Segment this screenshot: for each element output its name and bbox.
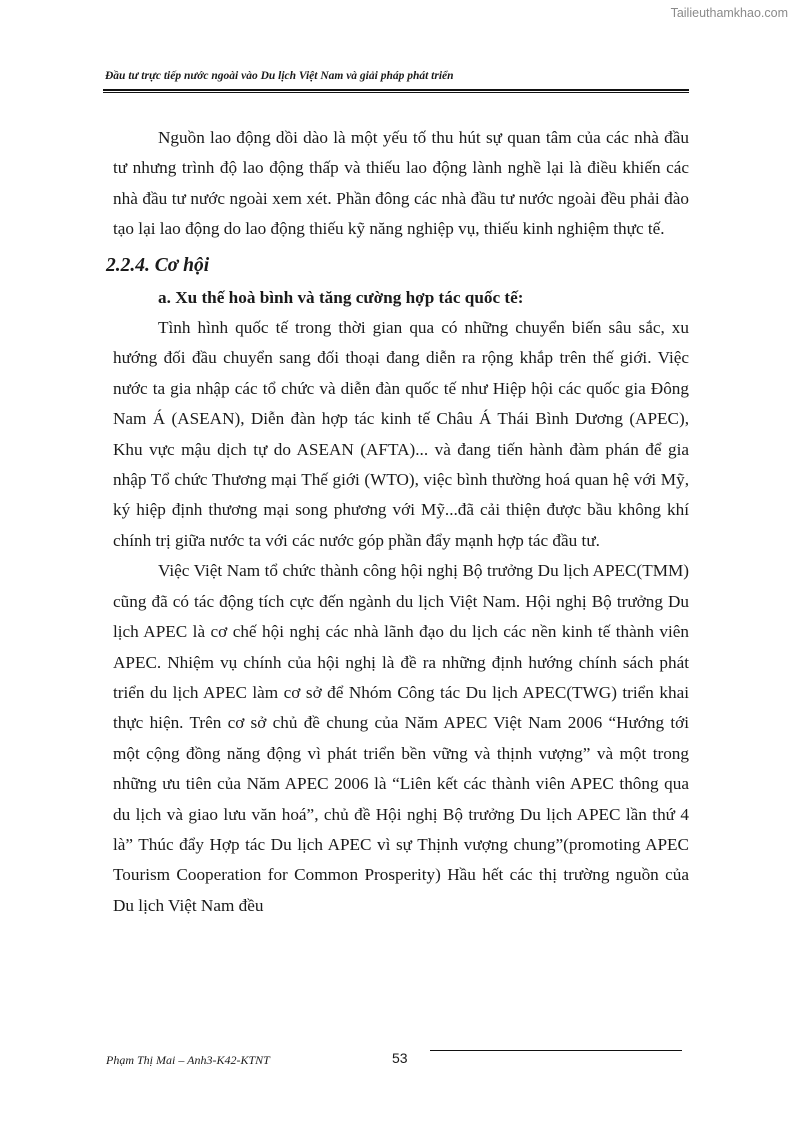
page-number: 53 bbox=[392, 1050, 408, 1066]
footer-rule bbox=[430, 1050, 682, 1051]
running-header: Đầu tư trực tiếp nước ngoài vào Du lịch Việt Nam và giải pháp phát triển bbox=[105, 70, 454, 82]
page-body bbox=[106, 123, 689, 921]
header-rule bbox=[103, 89, 689, 91]
section-heading: 2.2.4. Cơ hội bbox=[106, 254, 210, 276]
paragraph-international-context: Tình hình quốc tế trong thời gian qua có những chuyển biến sâu sắc, xu hướng đối đầu chuyển sang đối thoại đang diễn ra rộng khắp trên thế giới. Việc nước ta gia nhập các tổ chức và diễn đàn quốc tế như Hiệp hội các quốc gia Đông Nam Á (ASEAN), Diễn đàn hợp tác kinh tế Châu Á Thái Bình Dương (APEC), Khu vực mậu dịch tự do ASEAN (AFTA)... và đang tiến hành đàm phán để gia nhập Tổ chức Thương mại Thế giới (WTO), việc bình thường hoá quan hệ với Mỹ, ký hiệp định thương mại song phương với Mỹ...đã cải thiện được bầu không khí chính trị giữa nước ta với các nước góp phần đẩy mạnh hợp tác đầu tư. bbox=[113, 318, 689, 550]
subsection-heading: a. Xu thế hoà bình và tăng cường hợp tác quốc tế: bbox=[158, 287, 524, 307]
footer-author: Phạm Thị Mai – Anh3-K42-KTNT bbox=[106, 1053, 270, 1067]
paragraph-labor: Nguồn lao động dồi dào là một yếu tố thu hút sự quan tâm của các nhà đầu tư nhưng trình độ lao động thấp và thiếu lao động lành nghề lại là điều khiến các nhà đầu tư nước ngoài xem xét. Phần đông các nhà đầu tư nước ngoài đều phải đào tạo lại lao động do lao động thiếu kỹ năng nghiệp vụ, thiếu kinh nghiệm thực tế. bbox=[113, 128, 689, 239]
paragraph-apec-tmm: Việc Việt Nam tổ chức thành công hội nghị Bộ trưởng Du lịch APEC(TMM) cũng đã có tác động tích cực đến ngành du lịch Việt Nam. Hội nghị Bộ trưởng Du lịch APEC là cơ chế hội nghị các nhà lãnh đạo du lịch các nền kinh tế thành viên APEC. Nhiệm vụ chính của hội nghị là đề ra những định hướng chính sách phát triển du lịch APEC làm cơ sở để Nhóm Công tác Du lịch APEC(TWG) triển khai thực hiện. Trên cơ sở chủ đề chung của Năm APEC Việt Nam 2006 “Hướng tới một cộng đồng năng động vì phát triển bền vững và thịnh vượng” và một trong những ưu tiên của Năm APEC 2006 là “Liên kết các thành viên APEC thông qua du lịch và giao lưu văn hoá”, chủ đề Hội nghị Bộ trưởng Du lịch APEC lần thứ 4 là” Thúc đẩy Hợp tác Du lịch APEC vì sự Thịnh vượng chung”(promoting APEC Tourism Cooperation for Common Prosperity) Hầu hết các thị trường nguồn của Du lịch Việt Nam đều bbox=[113, 561, 689, 915]
header-rule-thin bbox=[103, 92, 689, 93]
watermark: Tailieuthamkhao.com bbox=[670, 6, 788, 20]
